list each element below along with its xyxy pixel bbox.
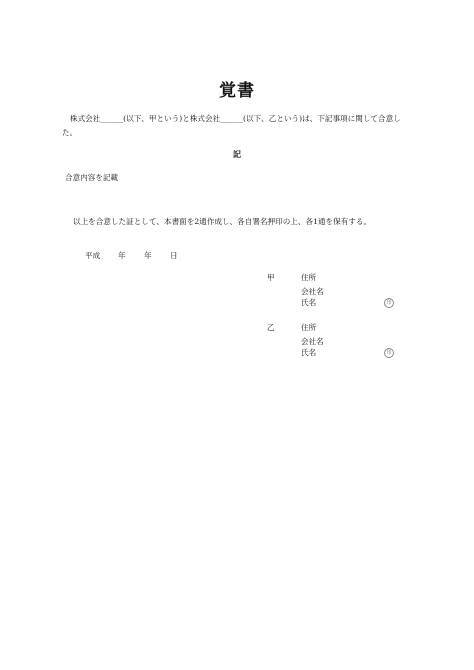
date-line [85,250,178,261]
document-title: 覚書 [219,81,255,101]
date-year-unit: 年 [118,251,126,260]
date-era: 平成 [85,251,101,260]
party-b-company-label: 会社名 [301,337,324,346]
agreement-content: 合意内容を記載 [65,173,119,182]
ki-heading: 記 [233,149,241,159]
party-a-address-label: 住所 [301,273,317,282]
party-a-name-label: 氏名 [301,298,317,307]
party-b-seal-icon: 印 [384,348,394,358]
party-b-name-label: 氏名 [301,348,317,357]
closing-paragraph: 以上を合意した証として、本書面を2通作成し、各自署名押印の上、各1通を保有する。 [73,217,372,226]
party-a-company-label: 会社名 [301,287,324,296]
date-day-unit: 日 [170,251,178,260]
party-b-address-label: 住所 [301,323,317,332]
party-a-label: 甲 [267,273,275,282]
party-b-label: 乙 [267,323,275,332]
party-a-seal-icon: 印 [384,298,394,308]
preamble-paragraph: 株式会社______(以下、甲という)と株式会社______(以下、乙という)は、下記事項に関して合意した。 [62,114,401,137]
date-month-unit: 年 [144,251,152,260]
